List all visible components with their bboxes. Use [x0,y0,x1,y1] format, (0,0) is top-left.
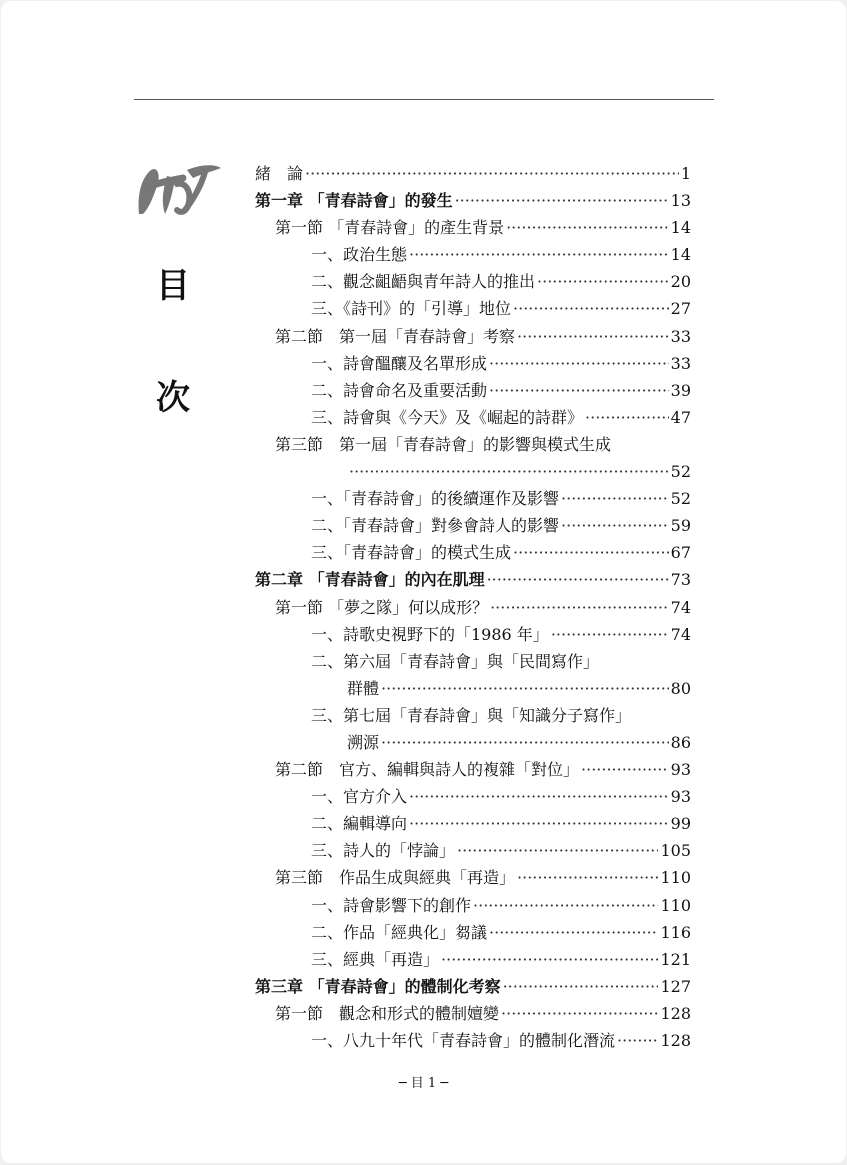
toc-dot-leader [473,892,658,919]
toc-entry-title: 第二節 第一屆「青春詩會」考察 [275,326,516,346]
toc-item [255,512,691,539]
toc-entry-title: 三、第七屆「青春詩會」與「知識分子寫作」 [311,705,632,725]
toc-entry-title: 二、觀念齟齬與青年詩人的推出 [311,272,536,292]
toc-item [255,377,691,404]
toc-item [255,268,691,295]
toc-item [255,675,691,702]
toc-dot-leader [617,1027,658,1054]
toc-item [255,295,691,322]
toc-page-number: 80 [670,678,691,698]
toc-page-number: 121 [660,949,691,969]
toc-page-number: 127 [660,976,691,996]
side-title-char-2: 次 [156,378,190,418]
toc-item [255,892,691,919]
toc-page-number: 116 [660,922,691,942]
toc-entry-title: 一、詩歌史視野下的「1986 年」 [311,624,549,644]
toc-page-number: 74 [670,597,691,617]
toc-page-number: 74 [670,624,691,644]
toc-dot-leader [487,566,669,593]
toc-page-number: 27 [670,299,691,319]
toc-dot-leader [457,837,658,864]
toc-page-number: 86 [670,732,691,752]
toc-entry-title: 群體 [347,678,380,698]
toc-page-number: 1 [680,164,691,183]
toc-item [255,919,691,946]
toc-dot-leader [381,675,669,702]
toc-dot-leader [305,160,679,187]
header-rule [134,99,714,100]
toc-entry-title: 第三節 第一屆「青春詩會」的影響與模式生成 [275,434,612,454]
toc-page-number: 67 [670,543,691,563]
toc-page-number: 20 [670,272,691,292]
toc-item [255,404,691,431]
calligraphy-mu-logo [131,156,226,226]
toc-dot-leader [585,404,669,431]
toc-section [255,214,691,241]
document-page [1,1,846,1163]
toc-page-number: 47 [670,407,691,427]
toc-entry-title: 第三節 作品生成與經典「再造」 [275,868,516,888]
toc-dot-leader [513,295,669,322]
toc-entry-title: 三、詩人的「悖論」 [311,841,456,861]
toc-page-number: 13 [670,191,691,211]
toc-dot-leader [381,729,669,756]
toc-entry-title: 第二節 官方、編輯與詩人的複雜「對位」 [275,760,580,780]
toc-page-number: 14 [670,218,691,238]
toc-entry-title: 三、「青春詩會」的模式生成 [311,543,512,563]
toc-dot-leader [501,1000,658,1027]
toc-dot-leader [409,810,669,837]
toc-section [255,323,691,350]
toc-page-number: 93 [670,787,691,807]
toc-dot-leader [513,539,669,566]
toc-item [255,350,691,377]
toc-dot-leader [489,919,658,946]
toc-entry-title: 一、官方介入 [311,787,408,807]
toc-page-number: 73 [670,570,691,590]
toc-item [255,1027,691,1054]
toc-entry-title: 一、「青春詩會」的後續運作及影響 [311,489,560,509]
toc-section [255,756,691,783]
toc-item [255,458,691,485]
toc-page-number: 39 [670,380,691,400]
toc-entry-title: 二、作品「經典化」芻議 [311,922,488,942]
toc-dot-leader [561,512,669,539]
toc-item [255,810,691,837]
toc-entry-title: 二、「青春詩會」對參會詩人的影響 [311,516,560,536]
toc-entry-title: 一、政治生態 [311,245,408,265]
toc-entry-title: 一、詩會醞釀及名單形成 [311,353,488,373]
toc-page-number: 110 [660,868,691,888]
toc-entry-title: 三、《詩刊》的「引導」地位 [311,299,512,319]
toc-dot-leader [455,187,669,214]
toc-entry-title: 一、八九十年代「青春詩會」的體制化潛流 [311,1031,616,1050]
toc-entry-title: 二、第六屆「青春詩會」與「民間寫作」 [311,651,600,671]
toc-chapter [255,187,691,214]
toc-dot-leader [490,594,669,621]
toc-page-number: 52 [670,462,691,482]
toc-item [255,729,691,756]
toc-entry-title: 第一節 「青春詩會」的產生背景 [275,218,505,238]
toc-page-number: 33 [670,326,691,346]
toc-entry-title: 二、詩會命名及重要活動 [311,380,488,400]
toc-page-number: 110 [660,895,691,915]
toc-dot-leader [489,350,669,377]
toc-item [255,539,691,566]
toc-section [255,1000,691,1027]
toc-dot-leader [517,323,669,350]
toc-dot-leader [503,973,659,1000]
toc-dot-leader [561,485,669,512]
toc-page-number: 52 [670,489,691,509]
toc-entry-title: 一、詩會影響下的創作 [311,895,472,915]
toc-entry-title: 緒 論 [255,164,304,183]
toc-section [255,864,691,891]
table-of-contents [255,160,691,1054]
toc-item [255,946,691,973]
toc-item [255,783,691,810]
toc-entry-title: 三、詩會與《今天》及《崛起的詩群》 [311,407,584,427]
toc-dot-leader [409,241,669,268]
toc-entry-title: 二、編輯導向 [311,814,408,834]
toc-page-number: 99 [670,814,691,834]
toc-page-number: 93 [670,760,691,780]
toc-chapter [255,566,691,593]
toc-item [255,621,691,648]
toc-section [255,431,691,458]
toc-item [255,160,691,187]
toc-page-number: 128 [660,1003,691,1023]
toc-entry-title: 第二章 「青春詩會」的內在肌理 [255,570,485,590]
toc-dot-leader [537,268,669,295]
toc-entry-title: 三、經典「再造」 [311,949,440,969]
side-title-char-1: 目 [156,266,190,306]
toc-item [255,241,691,268]
toc-entry-title: 第一節 觀念和形式的體制嬗變 [275,1003,500,1023]
toc-page-number: 105 [660,841,691,861]
page-footer: ─ 目 1 ─ [398,1076,449,1091]
toc-dot-leader [409,783,669,810]
toc-item [255,485,691,512]
toc-chapter [255,973,691,1000]
toc-dot-leader [517,864,658,891]
toc-dot-leader [441,946,658,973]
toc-dot-leader [551,621,669,648]
toc-item [255,837,691,864]
toc-entry-title: 第一節 「夢之隊」何以成形？ [275,597,489,617]
toc-page-number: 59 [670,516,691,536]
toc-dot-leader [489,377,669,404]
toc-dot-leader [349,458,669,485]
toc-item [255,702,691,729]
toc-dot-leader [581,756,669,783]
toc-page-number: 128 [660,1031,691,1050]
toc-dot-leader [506,214,669,241]
toc-entry-title: 第三章 「青春詩會」的體制化考察 [255,976,501,996]
toc-item [255,648,691,675]
toc-page-number: 14 [670,245,691,265]
toc-entry-title: 溯源 [347,732,380,752]
toc-page-number: 33 [670,353,691,373]
toc-section [255,594,691,621]
toc-entry-title: 第一章 「青春詩會」的發生 [255,191,453,211]
